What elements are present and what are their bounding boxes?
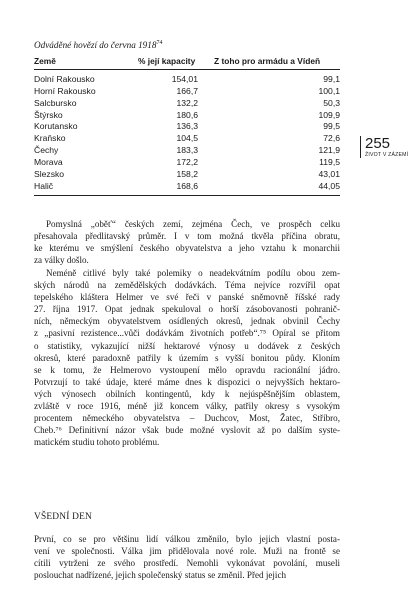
text-line: za války došlo.	[34, 255, 89, 266]
cell-land: Morava	[34, 156, 63, 167]
cell-capacity: 154,01	[171, 74, 198, 84]
cell-capacity: 132,2	[176, 97, 198, 108]
text-line: okresů, které paradoxně patřily k územím s vyšší bonitou půdy. Kloním	[34, 352, 340, 363]
text-line: o statistiky, vykazující nižší hektarové výnosy u dodávek z českých	[34, 340, 340, 351]
cell-army-vienna: 43,01	[318, 168, 340, 179]
table-row	[34, 133, 340, 145]
cell-capacity: 158,2	[176, 168, 198, 179]
text-line: se k tomu, že Helmerovo vystoupení mělo opravdu racionální jádro.	[34, 364, 340, 375]
cell-land: Horní Rakousko	[34, 85, 96, 96]
cell-capacity: 136,3	[176, 121, 198, 132]
cell-land: Korutansko	[34, 121, 78, 132]
cell-land: Halič	[34, 180, 54, 191]
page-number-block	[362, 136, 412, 159]
text-line: První, co se pro většinu lidí válkou změnilo, bylo jejich vlastní posta-	[34, 534, 340, 544]
text-line: poslouchat nadřízené, jejich společenský status se změnil. Před jejich	[34, 570, 287, 581]
page-number: 255	[365, 135, 391, 152]
table-row	[34, 98, 340, 110]
section-heading: VŠEDNÍ DEN	[34, 512, 92, 522]
text-line: ských národů na zemědělských dodávkách. Téma nejvíce rozvířil opat	[34, 280, 340, 291]
text-line: Cheb.⁷⁶ Definitivní názor však bude možné vyslovit až po dalším syste-	[34, 425, 340, 436]
cell-army-vienna: 72,6	[323, 133, 340, 144]
table-row	[34, 169, 340, 181]
text-line: z „pasivní rezistence...vůči dodávkám životních potřeb“.⁷⁵ Opíral se přitom	[34, 328, 340, 339]
cell-army-vienna: 50,3	[323, 97, 340, 108]
paragraph-1	[34, 218, 340, 266]
table-row	[34, 86, 340, 98]
text-line: přesahovala předlitavský průměr. I v tom možná tkvěla příčina obratu,	[34, 231, 340, 242]
cell-capacity: 168,6	[176, 180, 198, 191]
table-header-row	[34, 56, 340, 70]
cell-capacity: 183,3	[176, 145, 198, 156]
table-caption	[34, 40, 162, 50]
column-header-land: Země	[34, 56, 56, 66]
cell-land: Salcbursko	[34, 97, 77, 108]
paragraph-3	[34, 533, 340, 581]
text-line: cítili vytrženi ze svého prostředí. Nemohli vykonávat povolání, museli	[34, 558, 340, 569]
text-line: Potvrzují to také údaje, které máme dnes k dispozici o nejvyšších hektaro-	[34, 376, 340, 387]
text-line: vých výnosech obilních kontingentů, kdy k nejúspěšnějším oblastem,	[34, 388, 340, 399]
table-row	[34, 70, 340, 86]
table-row	[34, 110, 340, 122]
table-row	[34, 157, 340, 169]
text-line: tepelského kláštera Helmer ve své řeči v panské sněmovně říšské rady	[34, 292, 340, 303]
text-line: zvláště v roce 1916, méně již koncem války, patřily okresy s vysokým	[34, 401, 340, 412]
text-line: 27. října 1917. Opat jednak spekuloval o horší zásobovanosti pohranič-	[34, 304, 340, 315]
text-line: Neméně citlivé byly také polemiky o neadekvátním podílu obou zem-	[46, 268, 340, 278]
cell-capacity: 172,2	[176, 156, 198, 167]
cell-capacity: 180,6	[176, 109, 198, 120]
cell-land: Kraňsko	[34, 133, 66, 144]
cell-army-vienna: 121,9	[318, 145, 340, 156]
table-row	[34, 121, 340, 133]
paragraph-2	[34, 267, 340, 448]
table-row	[34, 181, 340, 196]
text-line: vení ve společnosti. Válka jim přidělovala nové role. Muži na frontě se	[34, 546, 340, 557]
table-row	[34, 145, 340, 157]
cell-capacity: 166,7	[176, 85, 198, 96]
text-line: procentem německého obyvatelstva – Duchcov, Most, Žatec, Stříbro,	[34, 413, 340, 424]
caption-text: Odváděné hovězí do června 1918	[34, 40, 157, 51]
cell-army-vienna: 44,05	[318, 180, 340, 191]
cell-army-vienna: 99,1	[323, 74, 340, 84]
cell-land: Dolní Rakousko	[34, 74, 95, 84]
cell-army-vienna: 119,5	[319, 156, 340, 167]
text-line: matickém studiu tohoto problému.	[34, 437, 160, 448]
data-table	[34, 56, 340, 196]
margin-rule	[360, 136, 361, 158]
cell-army-vienna: 100,1	[318, 85, 340, 96]
cell-land: Štýrsko	[34, 109, 63, 120]
text-line: ke kterému ve smýšlení českého obyvatelstva a jeho vztahu k monarchii	[34, 243, 340, 254]
column-header-army-vienna: Z toho pro armádu a Vídeň	[214, 56, 321, 66]
column-header-capacity: % její kapacity	[138, 56, 196, 66]
text-line: ních, německým obyvatelstvem osídlených okresů, jednak obvinil Čechy	[34, 316, 340, 327]
cell-land: Slezsko	[34, 168, 65, 179]
cell-land: Čechy	[34, 145, 59, 156]
cell-army-vienna: 109,9	[318, 109, 340, 120]
running-head: ŽIVOT V ZÁZEMÍ	[365, 152, 409, 158]
text-line: Pomyslná „oběť“ českých zemí, zejména Čech, ve prospěch celku	[46, 219, 340, 229]
cell-capacity: 104,5	[176, 133, 198, 144]
footnote-marker: 74	[156, 40, 163, 46]
cell-army-vienna: 99,5	[323, 121, 340, 132]
